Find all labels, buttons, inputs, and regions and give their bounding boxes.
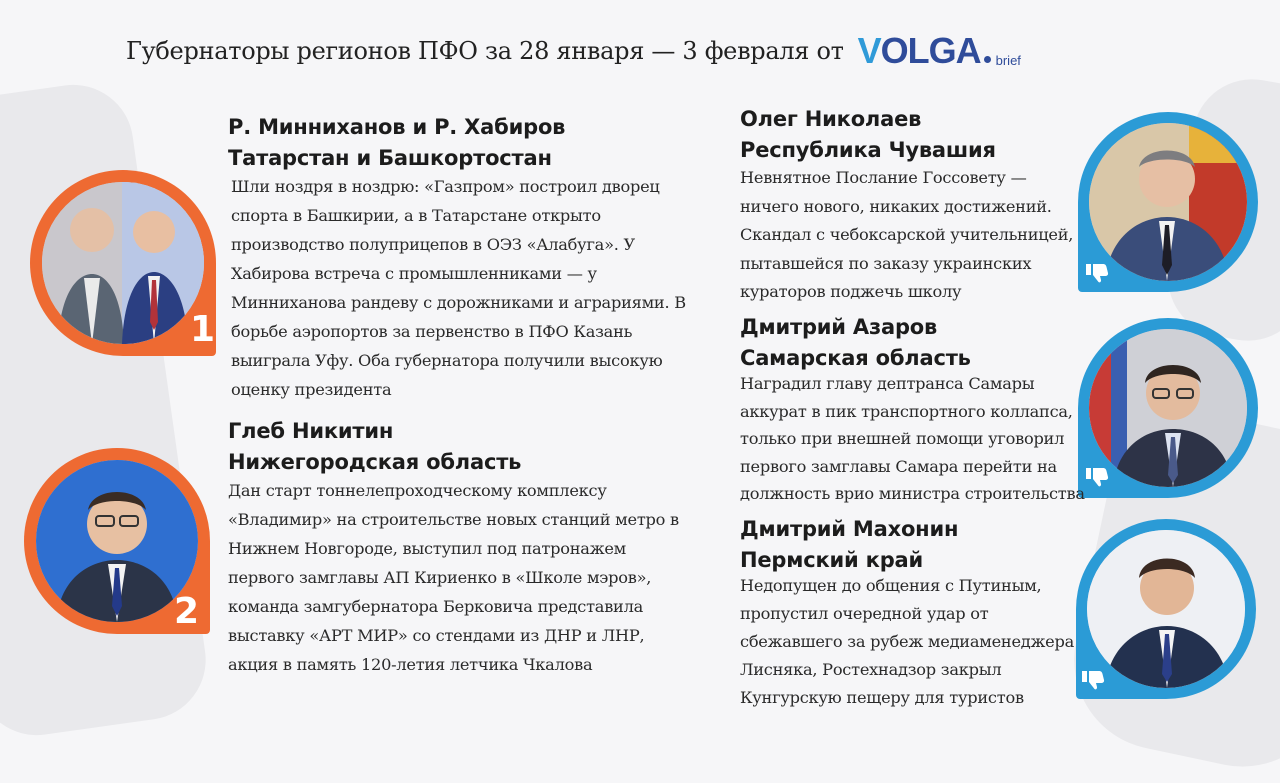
portrait-photo bbox=[1089, 123, 1247, 281]
rank-number: 1 bbox=[190, 309, 216, 350]
rank-number: 2 bbox=[174, 591, 200, 632]
governor-region: Нижегородская область bbox=[228, 450, 522, 474]
portrait-illustration bbox=[1089, 123, 1247, 281]
header bbox=[126, 28, 1021, 74]
governor-summary: Невнятное Послание Госсовету — ничего нового, никаких достижений. Скандал с чебоксарской учительницей, пытавшейся по заказу украинских кураторов поджечь школу bbox=[740, 168, 1074, 301]
avatar-minnikhanov-khabirov bbox=[30, 170, 216, 356]
portrait-illustration bbox=[42, 182, 204, 344]
governor-summary: Наградил главу дептранса Самары аккурат в пик транспортного коллапса, только при внешней помощи уговорил первого замглавы Самара перейти на должность врио министра строительства bbox=[740, 374, 1085, 503]
governor-card-2 bbox=[228, 416, 738, 679]
portrait-photo bbox=[1087, 530, 1245, 688]
governor-name: Олег Николаев bbox=[740, 107, 922, 131]
governor-summary: Шли ноздря в ноздрю: «Газпром» построил дворец спорта в Башкирии, а в Татарстане открыто производство полуприцепов в ОЭЗ «Алабуга». У Хабирова встреча с промышленниками — у Минниханова рандеву с дорожниками и аграриями. В борьбе аэропортов за первенство в ПФО Казань выиграла Уфу. Оба губернатора получили высокую оценку президента bbox=[231, 177, 686, 399]
avatar-azarov bbox=[1078, 318, 1258, 498]
governor-name: Р. Минниханов и Р. Хабиров bbox=[228, 115, 566, 139]
portrait-illustration bbox=[1087, 530, 1245, 688]
volga-brief-logo: VOLGA brief bbox=[857, 30, 1021, 71]
governor-card-4 bbox=[740, 312, 1090, 508]
governor-region: Республика Чувашия bbox=[740, 138, 996, 162]
governor-summary: Недопущен до общения с Путиным, пропустил очередной удар от сбежавшего за рубеж медиаменеджера Лисняка, Ростехнадзор закрыл Кунгурскую пещеру для туристов bbox=[740, 576, 1074, 707]
governor-region: Самарская область bbox=[740, 346, 971, 370]
governor-region: Татарстан и Башкортостан bbox=[228, 146, 552, 170]
governor-summary: Дан старт тоннелепроходческому комплексу «Владимир» на строительстве новых станций метро в Нижнем Новгороде, выступил под патронажем первого замглавы АП Кириенко в «Школе мэров», команда замгубернатора Берковича представила выставку «АРТ МИР» со стендами из ДНР и ЛНР, акция в память 120-летия летчика Чкалова bbox=[228, 481, 679, 674]
avatar-nikitin bbox=[24, 448, 210, 634]
portrait-photo bbox=[42, 182, 204, 344]
portrait-photo bbox=[1089, 329, 1247, 487]
governor-name: Дмитрий Махонин bbox=[740, 517, 959, 541]
governor-name: Дмитрий Азаров bbox=[740, 315, 938, 339]
avatar-nikolaev bbox=[1078, 112, 1258, 292]
portrait-illustration bbox=[1089, 329, 1247, 487]
governor-card-3 bbox=[740, 104, 1090, 307]
governor-name: Глеб Никитин bbox=[228, 419, 394, 443]
governor-card-5 bbox=[740, 514, 1090, 712]
page-title: Губернаторы регионов ПФО за 28 января — 3 февраля от bbox=[126, 37, 844, 65]
avatar-makhonin bbox=[1076, 519, 1256, 699]
governor-region: Пермский край bbox=[740, 548, 924, 572]
governor-card-1 bbox=[228, 112, 728, 404]
